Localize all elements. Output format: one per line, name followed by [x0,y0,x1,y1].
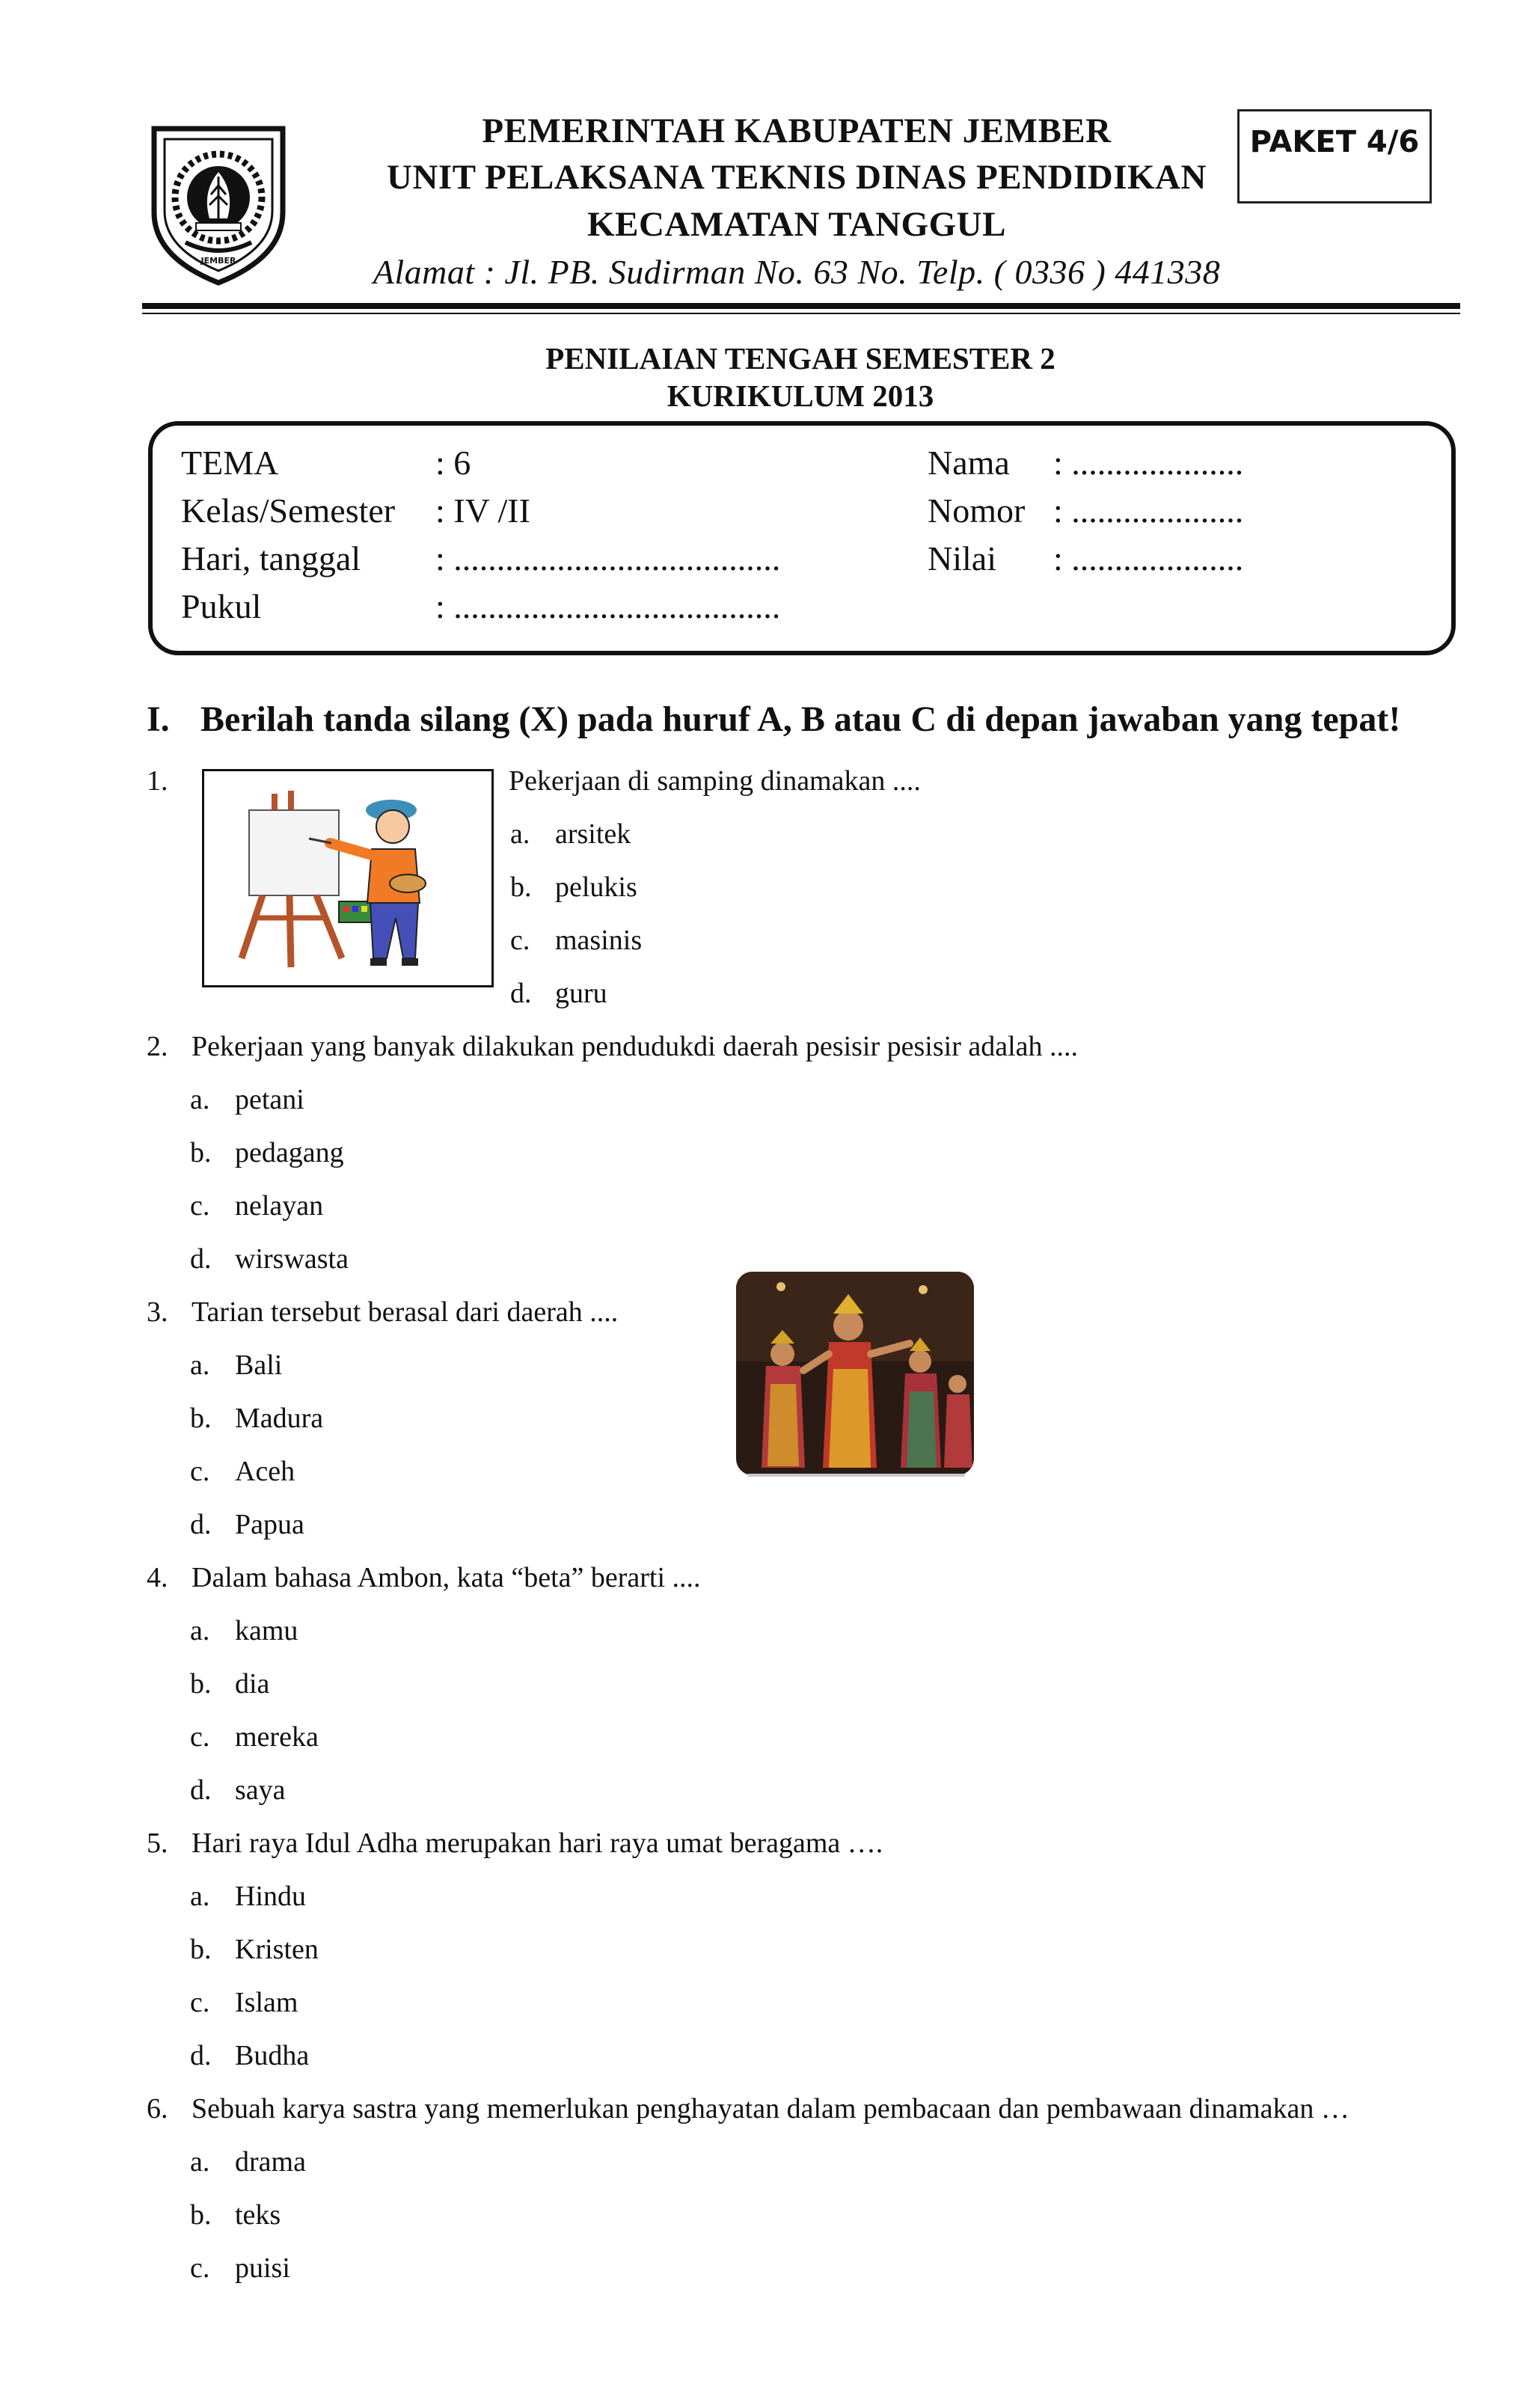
field-tema-value: : 6 [435,444,471,482]
section-instruction: Berilah tanda silang (X) pada huruf A, B atau C di depan jawaban yang tepat! [200,699,1401,739]
paket-badge: PAKET 4/6 [1237,109,1432,203]
exam-title: PENILAIAN TENGAH SEMESTER 2 [545,341,1055,376]
field-nomor-label: Nomor [928,491,1026,530]
question-6-text: Sebuah karya sastra yang memerlukan penghayatan dalam pembacaan dan pembawaan dinamakan … [192,2093,1349,2124]
question-1-number: 1. [147,765,168,797]
svg-text:JEMBER: JEMBER [200,256,236,266]
field-pukul-value[interactable]: : ...................................... [435,587,781,625]
field-tema-label: TEMA [181,444,279,482]
header-government-line: PEMERINTAH KABUPATEN JEMBER [482,111,1112,150]
question-6-number: 6. [147,2093,168,2124]
field-pukul-label: Pukul [181,587,262,625]
question-5-text: Hari raya Idul Adha merupakan hari raya umat beragama …. [192,1828,883,1859]
section-heading [147,699,1400,740]
question-5-number: 5. [147,1828,168,1859]
field-kelas-value: : IV /II [435,491,530,530]
photo-shadow [748,1474,965,1477]
field-nomor-value[interactable]: : .................... [1053,491,1244,530]
question-4-number: 4. [147,1562,168,1593]
balinese-dancers-photo-icon [736,1272,974,1475]
question-1-text: Pekerjaan di samping dinamakan .... [509,765,921,797]
field-hari-label: Hari, tanggal [181,539,361,578]
header-district-line: KECAMATAN TANGGUL [587,205,1006,244]
painter-illustration-icon [202,769,494,987]
field-kelas-label: Kelas/Semester [181,491,396,530]
header-address: Alamat : Jl. PB. Sudirman No. 63 No. Telp. ( 0336 ) 441338 [373,253,1221,291]
question-3-number: 3. [147,1296,168,1328]
field-nilai-label: Nilai [928,539,996,578]
field-nilai-value[interactable]: : .................... [1053,539,1244,578]
question-2-number: 2. [147,1031,168,1062]
field-nama-label: Nama [928,444,1010,482]
section-number: I. [147,699,170,739]
question-4-text: Dalam bahasa Ambon, kata “beta” berarti .... [192,1562,701,1593]
header-divider-thin [142,313,1460,314]
exam-curriculum: KURIKULUM 2013 [667,379,934,413]
header-divider-thick [142,303,1460,309]
field-hari-value[interactable]: : ...................................... [435,539,781,578]
field-nama-value[interactable]: : .................... [1053,444,1244,482]
question-3-text: Tarian tersebut berasal dari daerah .... [192,1296,619,1328]
question-2-text: Pekerjaan yang banyak dilakukan pendudukdi daerah pesisir pesisir adalah .... [192,1031,1079,1062]
jember-emblem-logo [150,123,287,287]
header-unit-line: UNIT PELAKSANA TEKNIS DINAS PENDIDIKAN [387,158,1207,197]
